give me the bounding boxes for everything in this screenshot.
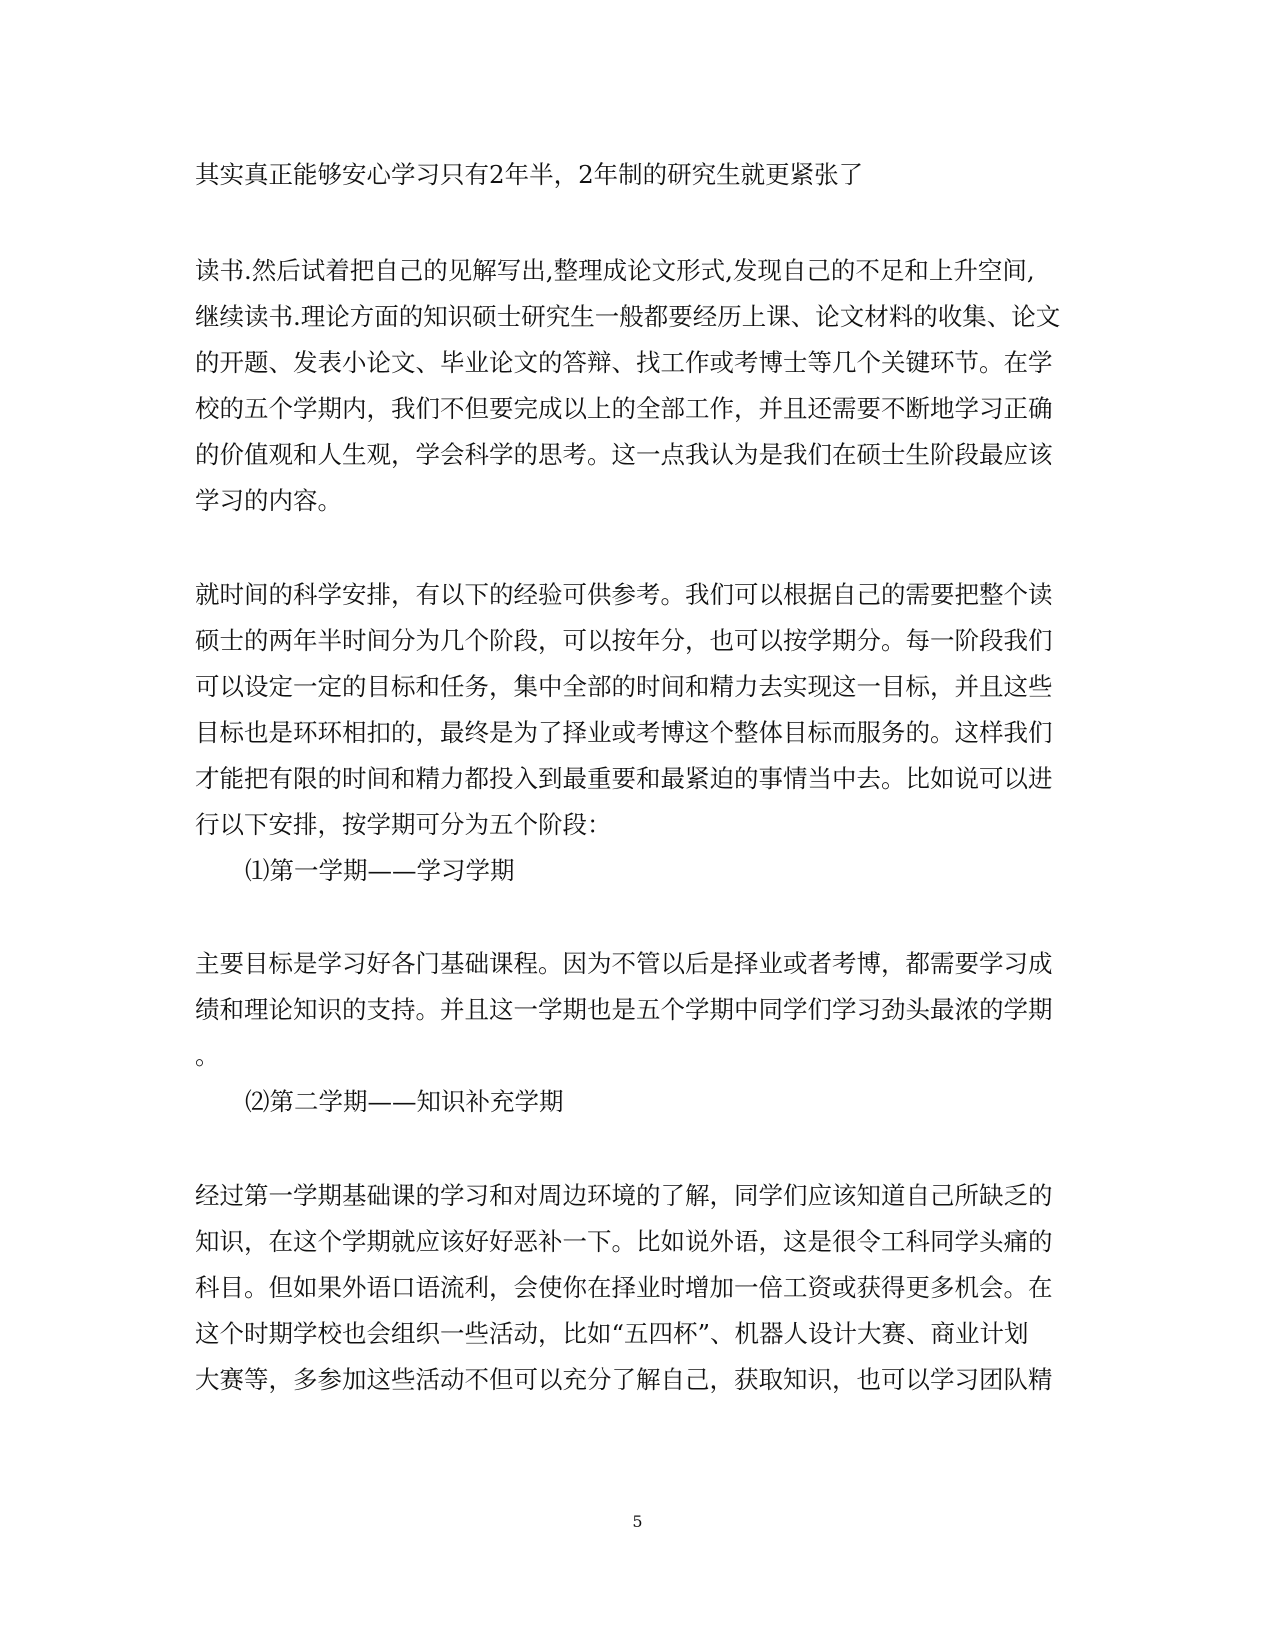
text-line: 绩和理论知识的支持。并且这一学期也是五个学期中同学们学习劲头最浓的学期 xyxy=(195,995,1053,1024)
text-line: 读书.然后试着把自己的见解写出,整理成论文形式,发现自己的不足和上升空间, xyxy=(195,256,1035,285)
section-heading: ⑵第二学期——知识补充学期 xyxy=(245,1087,564,1116)
page-number: 5 xyxy=(632,1512,643,1531)
section-heading: ⑴第一学期——学习学期 xyxy=(245,856,515,885)
text-line: 。 xyxy=(195,1041,220,1070)
text-line: 继续读书.理论方面的知识硕士研究生一般都要经历上课、论文材料的收集、论文 xyxy=(195,302,1061,331)
text-line: 的开题、发表小论文、毕业论文的答辩、找工作或考博士等几个关键环节。在学 xyxy=(195,348,1053,377)
text-line: 经过第一学期基础课的学习和对周边环境的了解，同学们应该知道自己所缺乏的 xyxy=(195,1181,1053,1210)
text-line: 大赛等，多参加这些活动不但可以充分了解自己，获取知识，也可以学习团队精 xyxy=(195,1365,1053,1394)
text-line: 科目。但如果外语口语流利，会使你在择业时增加一倍工资或获得更多机会。在 xyxy=(195,1273,1053,1302)
text-line: 主要目标是学习好各门基础课程。因为不管以后是择业或者考博，都需要学习成 xyxy=(195,949,1053,978)
text-line: 学习的内容。 xyxy=(195,486,342,515)
text-line: 这个时期学校也会组织一些活动，比如“五四杯”、机器人设计大赛、商业计划 xyxy=(195,1319,1029,1348)
text-line: 其实真正能够安心学习只有2年半，2年制的研究生就更紧张了 xyxy=(195,160,864,189)
text-line: 行以下安排，按学期可分为五个阶段： xyxy=(195,810,612,839)
text-line: 的价值观和人生观，学会科学的思考。这一点我认为是我们在硕士生阶段最应该 xyxy=(195,440,1053,469)
text-line: 目标也是环环相扣的，最终是为了择业或考博这个整体目标而服务的。这样我们 xyxy=(195,718,1053,747)
text-line: 就时间的科学安排，有以下的经验可供参考。我们可以根据自己的需要把整个读 xyxy=(195,580,1053,609)
text-line: 才能把有限的时间和精力都投入到最重要和最紧迫的事情当中去。比如说可以进 xyxy=(195,764,1053,793)
text-line: 可以设定一定的目标和任务，集中全部的时间和精力去实现这一目标，并且这些 xyxy=(195,672,1053,701)
text-line: 校的五个学期内，我们不但要完成以上的全部工作，并且还需要不断地学习正确 xyxy=(195,394,1053,423)
text-line: 知识，在这个学期就应该好好恶补一下。比如说外语，这是很令工科同学头痛的 xyxy=(195,1227,1053,1256)
text-line: 硕士的两年半时间分为几个阶段，可以按年分，也可以按学期分。每一阶段我们 xyxy=(195,626,1053,655)
